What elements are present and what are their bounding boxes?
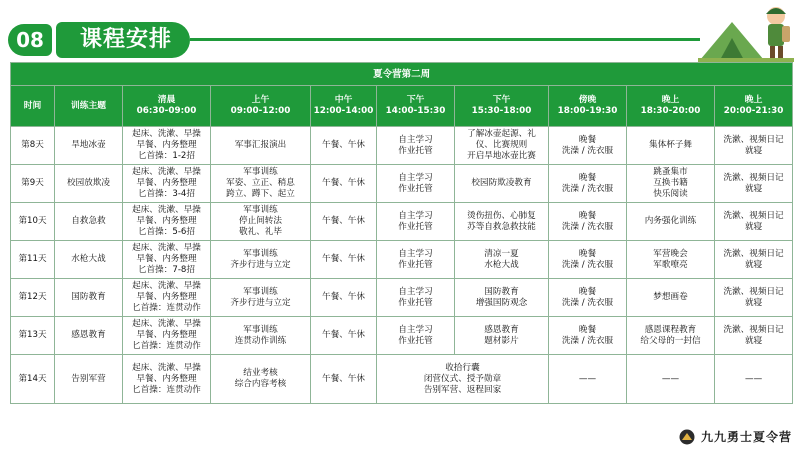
table-cell: 校园防欺凌教育 (455, 165, 549, 203)
column-header: 晚上 18:30-20:00 (627, 86, 715, 127)
table-cell: 跳蚤集市 互换书籍 快乐阅读 (627, 165, 715, 203)
table-cell: 烫伤扭伤、心肺复 苏等自救急救技能 (455, 203, 549, 241)
camp-mascot-illustration (698, 2, 794, 62)
table-cell: —— (549, 355, 627, 404)
table-cell: —— (627, 355, 715, 404)
table-cell: 国防教育 (55, 279, 123, 317)
table-cell: 水枪大战 (55, 241, 123, 279)
table-cell: 洗漱、视频日记 就寝 (715, 279, 793, 317)
table-row (11, 203, 793, 241)
table-cell: 军营晚会 军歌嘹亮 (627, 241, 715, 279)
column-header: 清晨 06:30-09:00 (123, 86, 211, 127)
table-cell: 起床、洗漱、早操 早餐、内务整理 匕首操：7-8招 (123, 241, 211, 279)
column-header: 时间 (11, 86, 55, 127)
table-cell: 第8天 (11, 127, 55, 165)
table-cell: 感恩教育 (55, 317, 123, 355)
table-cell: 第12天 (11, 279, 55, 317)
footer-brand (679, 428, 792, 445)
table-cell: 自主学习 作业托管 (377, 165, 455, 203)
table-cell: 感恩教育 题材影片 (455, 317, 549, 355)
table-row (11, 127, 793, 165)
table-row (11, 165, 793, 203)
table-cell: 起床、洗漱、早操 早餐、内务整理 匕首操：3-4招 (123, 165, 211, 203)
table-cell: 军事汇报演出 (211, 127, 311, 165)
table-cell: 自主学习 作业托管 (377, 241, 455, 279)
table-cell: 午餐、午休 (311, 127, 377, 165)
table-title: 夏令营第二周 (11, 63, 793, 86)
table-cell: 晚餐 洗澡 / 洗衣服 (549, 279, 627, 317)
table-cell: 洗漱、视频日记 就寝 (715, 203, 793, 241)
column-header: 晚上 20:00-21:30 (715, 86, 793, 127)
table-cell: 晚餐 洗澡 / 洗衣服 (549, 127, 627, 165)
table-cell: 旱地冰壶 (55, 127, 123, 165)
table-cell: 午餐、午休 (311, 165, 377, 203)
section-number-badge: 08 (8, 24, 52, 56)
table-cell: 晚餐 洗澡 / 洗衣服 (549, 203, 627, 241)
table-cell: 告别军营 (55, 355, 123, 404)
table-cell: 军事训练 连贯动作训练 (211, 317, 311, 355)
column-header: 傍晚 18:00-19:30 (549, 86, 627, 127)
table-row (11, 241, 793, 279)
table-cell: 收拾行囊 闭营仪式、授予勋章 告别军营、返程回家 (377, 355, 549, 404)
table-cell: 军事训练 齐步行进与立定 (211, 279, 311, 317)
table-cell: 洗漱、视频日记 就寝 (715, 127, 793, 165)
table-cell: 结业考核 综合内容考核 (211, 355, 311, 404)
table-cell: 国防教育 增强国防观念 (455, 279, 549, 317)
table-cell: 校园放欺凌 (55, 165, 123, 203)
table-cell: 自主学习 作业托管 (377, 203, 455, 241)
table-cell: 晚餐 洗澡 / 洗衣服 (549, 165, 627, 203)
table-cell: 晚餐 洗澡 / 洗衣服 (549, 317, 627, 355)
column-header: 下午 15:30-18:00 (455, 86, 549, 127)
table-cell: 洗漱、视频日记 就寝 (715, 165, 793, 203)
table-cell: 自主学习 作业托管 (377, 279, 455, 317)
table-cell: 洗漱、视频日记 就寝 (715, 317, 793, 355)
table-cell: 起床、洗漱、早操 早餐、内务整理 匕首操：连贯动作 (123, 279, 211, 317)
table-cell: 军事训练 军姿、立正、稍息 跨立、蹲下、起立 (211, 165, 311, 203)
table-cell: 洗漱、视频日记 就寝 (715, 241, 793, 279)
page-title: 课程安排 (56, 22, 190, 58)
header-divider (190, 38, 700, 41)
column-header: 训练主题 (55, 86, 123, 127)
column-header: 下午 14:00-15:30 (377, 86, 455, 127)
column-header: 上午 09:00-12:00 (211, 86, 311, 127)
table-cell: 军事训练 齐步行进与立定 (211, 241, 311, 279)
brand-logo-icon (679, 429, 695, 445)
table-cell: 午餐、午休 (311, 279, 377, 317)
table-cell: 第10天 (11, 203, 55, 241)
table-cell: 起床、洗漱、早操 早餐、内务整理 匕首操：连贯动作 (123, 355, 211, 404)
table-cell: 军事训练 停止间转法 敬礼、礼毕 (211, 203, 311, 241)
column-header: 中午 12:00-14:00 (311, 86, 377, 127)
table-cell: 集体杯子舞 (627, 127, 715, 165)
table-cell: 起床、洗漱、早操 早餐、内务整理 匕首操：5-6招 (123, 203, 211, 241)
table-cell: 午餐、午休 (311, 317, 377, 355)
table-cell: 清凉一夏 水枪大战 (455, 241, 549, 279)
table-cell: 自救急救 (55, 203, 123, 241)
table-cell: 感恩课程教育 给父母的一封信 (627, 317, 715, 355)
table-cell: 第9天 (11, 165, 55, 203)
table-cell: 午餐、午休 (311, 203, 377, 241)
table-cell: 起床、洗漱、早操 早餐、内务整理 匕首操：1-2招 (123, 127, 211, 165)
table-cell: 晚餐 洗澡 / 洗衣服 (549, 241, 627, 279)
schedule-table (10, 62, 793, 404)
table-cell: 自主学习 作业托管 (377, 317, 455, 355)
table-cell: 午餐、午休 (311, 241, 377, 279)
table-cell: 第14天 (11, 355, 55, 404)
table-row (11, 355, 793, 404)
table-cell: 第13天 (11, 317, 55, 355)
table-cell: 第11天 (11, 241, 55, 279)
table-cell: —— (715, 355, 793, 404)
table-row (11, 279, 793, 317)
table-cell: 梦想画卷 (627, 279, 715, 317)
table-cell: 了解冰壶起源、礼 仪、比赛规则 开启旱地冰壶比赛 (455, 127, 549, 165)
table-row (11, 317, 793, 355)
table-cell: 自主学习 作业托管 (377, 127, 455, 165)
table-cell: 内务强化训练 (627, 203, 715, 241)
brand-name: 九九勇士夏令营 (700, 430, 792, 444)
table-cell: 午餐、午休 (311, 355, 377, 404)
table-cell: 起床、洗漱、早操 早餐、内务整理 匕首操：连贯动作 (123, 317, 211, 355)
